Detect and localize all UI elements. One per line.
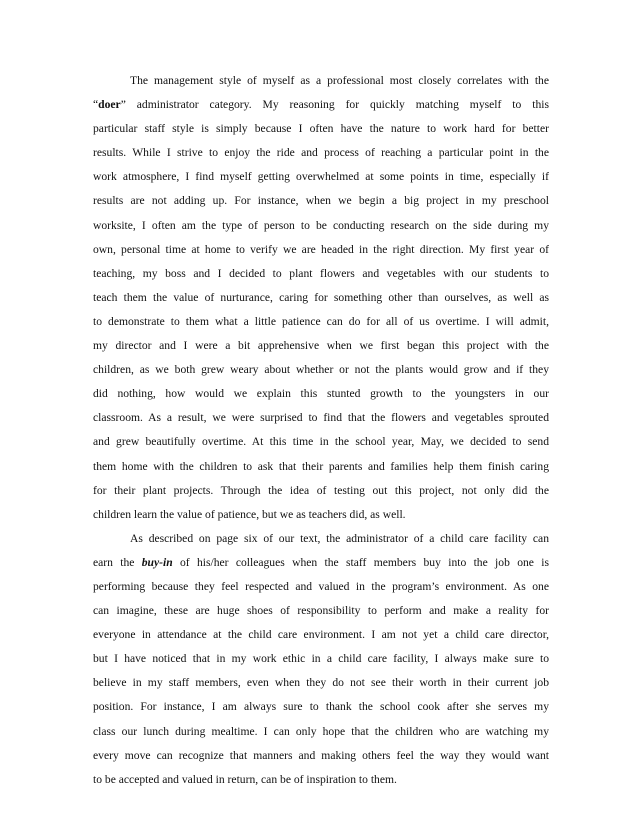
text-segment: performing because they feel respected and valued in the program’s environment. As one <box>93 579 549 593</box>
text-line <box>93 503 549 527</box>
text-segment: own, personal time at home to verify we are headed in the right direction. My first year of <box>93 242 549 256</box>
text-line <box>93 382 549 406</box>
text-line <box>93 647 549 671</box>
text-line <box>93 455 549 479</box>
text-segment: but I have noticed that in my work ethic in a child care facility, I always make sure to <box>93 652 549 666</box>
text-line <box>93 575 549 599</box>
text-line <box>93 744 549 768</box>
text-segment: ” administrator category. My reasoning for quickly matching myself to this <box>120 98 549 112</box>
text-segment: “ <box>93 98 99 112</box>
text-line <box>93 406 549 430</box>
text-line <box>93 69 549 93</box>
text-line <box>93 286 549 310</box>
text-line <box>93 93 549 117</box>
text-segment: teaching, my boss and I decided to plant flowers and vegetables with our students to <box>93 266 549 280</box>
text-line <box>93 768 549 792</box>
text-segment: believe in my staff members, even when they do not see their worth in their current job <box>93 676 549 690</box>
text-segment: my director and I were a bit apprehensive when we first began this project with the <box>93 339 549 353</box>
text-segment: particular staff style is simply because I often have the nature to work hard for better <box>93 122 549 136</box>
emphasized-text: doer <box>98 98 121 112</box>
text-segment: children, as we both grew weary about whether or not the plants would grow and if they <box>93 363 549 377</box>
text-segment: results. While I strive to enjoy the ride and process of reaching a particular point in the <box>93 146 549 160</box>
text-segment: class our lunch during mealtime. I can only hope that the children who are watching my <box>93 724 549 738</box>
text-line <box>93 720 549 744</box>
text-line <box>93 189 549 213</box>
text-segment: position. For instance, I am always sure to thank the school cook after she serves my <box>93 700 549 714</box>
paragraph <box>93 527 549 792</box>
text-line <box>93 671 549 695</box>
emphasized-text: buy-in <box>141 555 173 569</box>
text-line <box>93 527 549 551</box>
paragraph <box>93 69 549 527</box>
text-segment: As described on page six of our text, the administrator of a child care facility can <box>130 531 549 545</box>
text-segment: The management style of myself as a professional most closely correlates with the <box>130 74 549 87</box>
text-line <box>93 479 549 503</box>
text-segment: results are not adding up. For instance, when we begin a big project in my preschool <box>93 194 549 208</box>
text-segment: of his/her colleagues when the staff members buy into the job one is <box>172 555 549 569</box>
text-line <box>93 214 549 238</box>
text-segment: can imagine, these are huge shoes of responsibility to perform and make a reality for <box>93 604 549 618</box>
document-body <box>93 69 549 792</box>
text-line <box>93 141 549 165</box>
document-page <box>93 69 549 792</box>
text-segment: worksite, I often am the type of person to be conducting research on the side during my <box>93 218 549 232</box>
text-segment: to be accepted and valued in return, can be of inspiration to them. <box>93 772 397 786</box>
text-segment: to demonstrate to them what a little patience can do for all of us overtime. I will admit, <box>93 314 549 328</box>
text-line <box>93 310 549 334</box>
text-segment: for their plant projects. Through the idea of testing out this project, not only did the <box>93 483 549 497</box>
text-segment: earn the <box>93 555 142 569</box>
text-line <box>93 262 549 286</box>
text-line <box>93 117 549 141</box>
text-line <box>93 695 549 719</box>
text-line <box>93 599 549 623</box>
text-segment: did nothing, how would we explain this stunted growth to the youngsters in our <box>93 387 549 401</box>
text-segment: classroom. As a result, we were surprised to find that the flowers and vegetables sprouted <box>93 411 549 425</box>
text-segment: every move can recognize that manners and making others feel the way they would want <box>93 748 549 762</box>
text-line <box>93 238 549 262</box>
text-segment: them home with the children to ask that their parents and families help them finish caring <box>93 459 549 473</box>
text-line <box>93 623 549 647</box>
text-segment: children learn the value of patience, but we as teachers did, as well. <box>93 507 406 521</box>
text-segment: teach them the value of nurturance, caring for something other than ourselves, as well as <box>93 290 549 304</box>
text-line <box>93 551 549 575</box>
text-line <box>93 334 549 358</box>
text-line <box>93 430 549 454</box>
text-segment: everyone in attendance at the child care environment. I am not yet a child care director, <box>93 628 549 642</box>
text-segment: work atmosphere, I find myself getting overwhelmed at some points in time, especially if <box>93 170 549 184</box>
text-segment: and grew beautifully overtime. At this time in the school year, May, we decided to send <box>93 435 549 449</box>
text-line <box>93 165 549 189</box>
text-line <box>93 358 549 382</box>
